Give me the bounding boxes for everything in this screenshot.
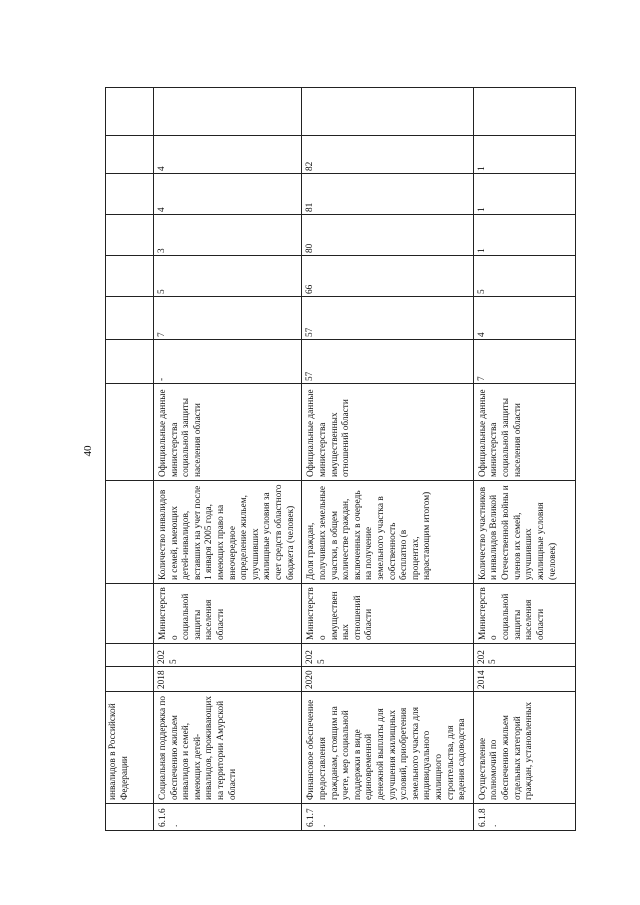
program-measures-table xyxy=(105,87,576,831)
start-year: 2018 xyxy=(154,667,302,692)
cell-empty xyxy=(106,340,154,384)
cell-empty xyxy=(302,88,474,136)
data-source: Официальные данные министерства имущественных отношений области xyxy=(302,384,474,481)
value-1: 57 xyxy=(302,340,474,384)
cell-empty xyxy=(106,481,154,584)
value-5: 1 xyxy=(473,174,575,215)
value-6: 1 xyxy=(473,136,575,174)
end-year: 2025 xyxy=(473,644,575,667)
cell-empty xyxy=(106,174,154,215)
page-number: 40 xyxy=(82,445,94,457)
executor: Министерство социальной защиты населения области xyxy=(154,584,302,644)
row-id: 6.1.6. xyxy=(154,804,302,831)
cell-empty xyxy=(106,804,154,831)
cell-empty xyxy=(106,297,154,340)
value-5: 81 xyxy=(302,174,474,215)
cell-empty xyxy=(473,88,575,136)
value-6: 82 xyxy=(302,136,474,174)
executor: Министерство имущественных отношений области xyxy=(302,584,474,644)
value-4: 80 xyxy=(302,215,474,256)
end-year: 2025 xyxy=(302,644,474,667)
indicator-description: Доля граждан, получивших земельные участки, в общем количестве граждан, включенных в очередь на получение земельного участка в собственность бесплатно (в процентах, нарастающим итогом) xyxy=(302,481,474,584)
measure-name: Финансовое обеспечение предоставления гражданам, стоящим на учете, мер социальной поддержки в виде единовременной денежной выплаты для улучшения жилищных условий, приобретения земельного участка для индивидуального жилищного строительства, для ведения садоводства xyxy=(302,692,474,804)
table-row-continuation xyxy=(106,88,154,831)
cell-empty xyxy=(106,88,154,136)
value-1: - xyxy=(154,340,302,384)
end-year: 2025 xyxy=(154,644,302,667)
cell-continuation-text: инвалидов в Российской Федерации xyxy=(106,692,154,804)
table-row xyxy=(302,88,474,831)
cell-empty xyxy=(106,256,154,297)
value-3: 5 xyxy=(473,256,575,297)
table-row xyxy=(473,88,575,831)
cell-empty xyxy=(106,215,154,256)
rotated-page-area xyxy=(105,88,558,831)
cell-empty xyxy=(106,136,154,174)
data-source: Официальные данные министерства социальной защиты населения области xyxy=(473,384,575,481)
value-4: 3 xyxy=(154,215,302,256)
value-2: 4 xyxy=(473,297,575,340)
measure-name: Социальная поддержка по обеспечению жильем инвалидов и семей, имеющих детей-инвалидов, проживающих на территории Амурской области xyxy=(154,692,302,804)
cell-empty xyxy=(106,667,154,692)
indicator-description: Количество участников и инвалидов Великой Отечественной войны и членов их семей, улучшивших жилищные условия (человек) xyxy=(473,481,575,584)
start-year: 2020 xyxy=(302,667,474,692)
cell-empty xyxy=(106,644,154,667)
table-row xyxy=(154,88,302,831)
value-1: 7 xyxy=(473,340,575,384)
value-6: 4 xyxy=(154,136,302,174)
cell-empty xyxy=(154,88,302,136)
cell-empty xyxy=(106,384,154,481)
value-2: 57 xyxy=(302,297,474,340)
cell-empty xyxy=(106,584,154,644)
value-4: 1 xyxy=(473,215,575,256)
row-id: 6.1.7. xyxy=(302,804,474,831)
value-2: 7 xyxy=(154,297,302,340)
executor: Министерство социальной защиты населения области xyxy=(473,584,575,644)
start-year: 2014 xyxy=(473,667,575,692)
measure-name: Осуществление полномочий по обеспечению жильем отдельных категорий граждан, установленных xyxy=(473,692,575,804)
rotated-table-container xyxy=(105,88,558,831)
data-source: Официальные данные министерства социальной защиты населения области xyxy=(154,384,302,481)
value-3: 66 xyxy=(302,256,474,297)
indicator-description: Количество инвалидов и семей, имеющих детей-инвалидов, вставших на учет после 1 января 2005 года, имеющих право на внеочередное определение жильем, улучшивших жилищные условия за счет средств областного бюджета (человек) xyxy=(154,481,302,584)
value-3: 5 xyxy=(154,256,302,297)
value-5: 4 xyxy=(154,174,302,215)
row-id: 6.1.8. xyxy=(473,804,575,831)
